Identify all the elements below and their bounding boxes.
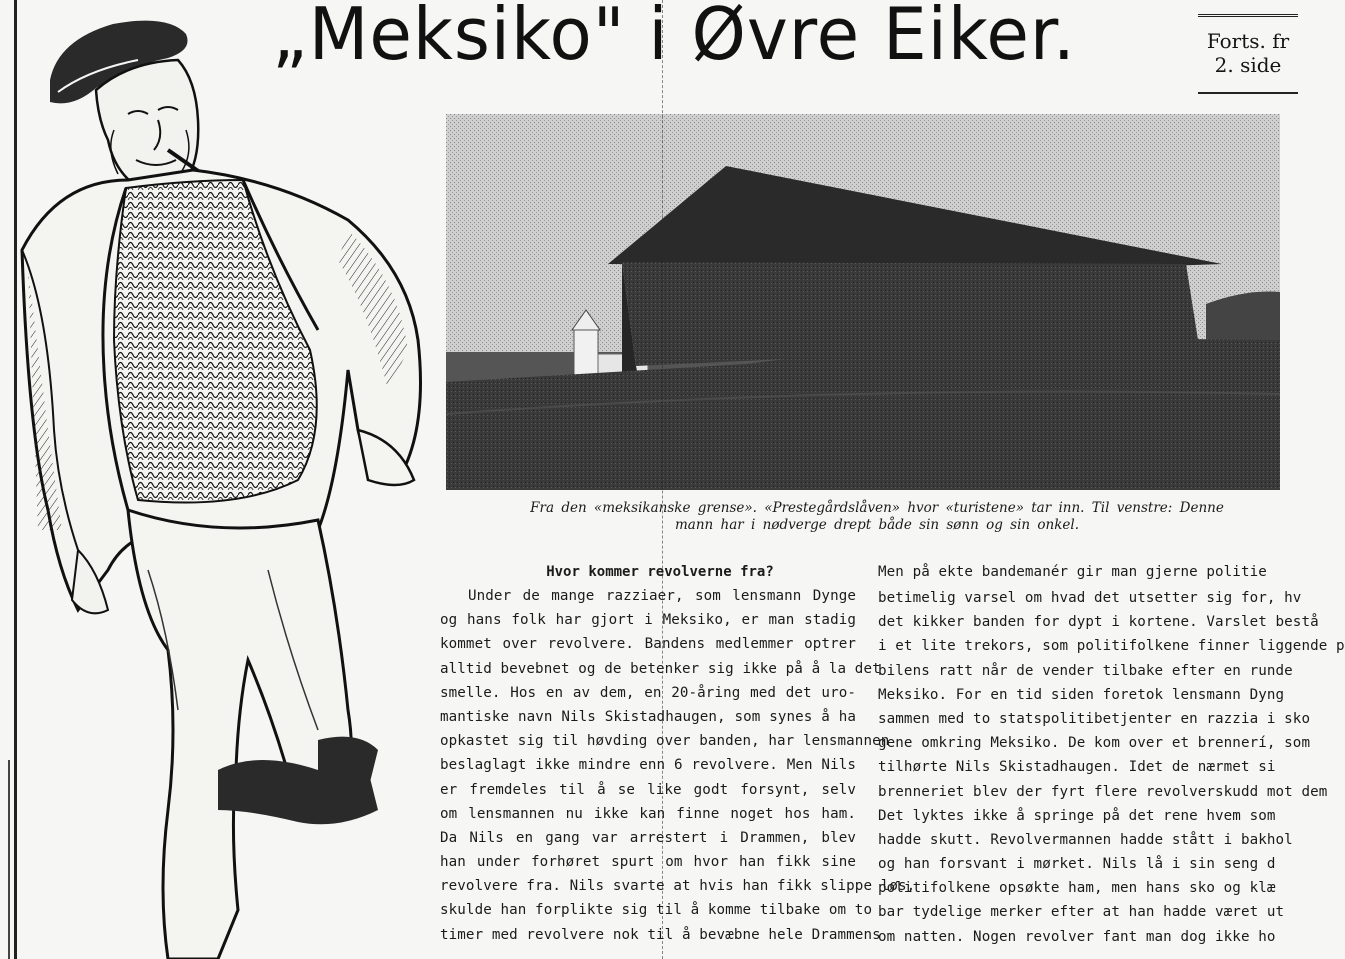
text-line: tilhørte Nils Skistadhaugen. Idet de nærmet si xyxy=(878,759,1276,776)
continuation-line-1: Forts. fr xyxy=(1206,29,1290,53)
continuation-line-2: 2. side xyxy=(1214,53,1282,77)
headline: „Meksiko" i Øvre Eiker. xyxy=(272,0,1076,76)
page-edge-rule-inner xyxy=(8,760,10,959)
text-line: sammen med to statspolitibetjenter en razzia i sko xyxy=(878,710,1311,727)
column-heading: Hvor kommer revolverne fra? xyxy=(546,564,774,580)
text-line: Det lyktes ikke å springe på det rene hvem som xyxy=(878,807,1276,824)
text-line: og han forsvant i mørket. Nils lå i sin seng d xyxy=(878,856,1276,873)
text-line: Men på ekte bandemanér gir man gjerne politie xyxy=(878,564,1267,580)
text-line: kommet over revolvere. Bandens medlemmer optrer xyxy=(440,636,856,653)
text-line: er fremdeles til å se like godt forsynt, selv xyxy=(440,781,856,798)
photo-caption xyxy=(482,500,1272,534)
text-line: Under de mange razziaer, som lensmann Dynge xyxy=(468,588,856,604)
text-line: og hans folk har gjort i Meksiko, er man stadig xyxy=(440,612,856,629)
barn-photo-image xyxy=(446,114,1280,490)
text-line: gene omkring Meksiko. De kom over et brennerí, som xyxy=(878,735,1311,752)
article-column-1 xyxy=(440,560,916,947)
text-line: politifolkene opsøkte ham, men hans sko og klæ xyxy=(878,880,1276,897)
text-line: smelle. Hos en av dem, en 20-åring med det uro- xyxy=(440,684,856,701)
paper-fold-line xyxy=(662,0,664,959)
text-line: bar tydelige merker efter at han hadde været ut xyxy=(878,904,1285,921)
barn-photograph xyxy=(446,114,1280,490)
page-edge-rule xyxy=(14,0,17,959)
text-line: hadde skutt. Revolvermannen hadde stått i bakhol xyxy=(878,831,1293,848)
text-line: betimelig varsel om hvad det utsetter sig for, hv xyxy=(878,590,1302,606)
text-line: i et lite trekors, som politifolkene finner liggende p xyxy=(878,638,1345,655)
text-line: opkastet sig til høvding over banden, har lensmannen xyxy=(440,733,890,750)
text-line: revolvere fra. Nils svarte at hvis han fikk slippe løs, xyxy=(440,878,916,895)
caption-line-2: mann har i nødverge drept både sin sønn og sin onkel. xyxy=(675,517,1079,533)
text-line: om natten. Nogen revolver fant man dog ikke ho xyxy=(878,928,1276,945)
text-line: bilens ratt når de vender tilbake efter en runde xyxy=(878,662,1293,679)
text-line: han under forhøret spurt om hvor han fikk sine xyxy=(440,854,856,871)
text-line: mantiske navn Nils Skistadhaugen, som synes å ha xyxy=(440,708,856,725)
article-column-2 xyxy=(878,560,1345,949)
text-line: Da Nils en gang var arrestert i Drammen, blev xyxy=(440,829,856,846)
man-illustration xyxy=(18,10,438,959)
text-line: brenneriet blev der fyrt flere revolverskudd mot dem xyxy=(878,783,1328,800)
caption-line-1: Fra den «meksikanske grense». «Prestegårdslåven» hvor «turistene» tar inn. Til venstre: Denne xyxy=(530,500,1224,516)
text-line: om lensmannen nu ikke kan finne noget hos ham. xyxy=(440,805,856,822)
text-line: skulde han forplikte sig til å komme tilbake om to xyxy=(440,902,873,919)
text-line: det kikker banden for dypt i kortene. Varslet bestå xyxy=(878,614,1319,631)
text-line: Meksiko. For en tid siden foretok lensmann Dyng xyxy=(878,686,1285,703)
continuation-box xyxy=(1198,14,1298,94)
text-line: alltid bevebnet og de betenker sig ikke på å la det xyxy=(440,660,881,677)
text-line: timer med revolvere nok til å bevæbne hele Drammens xyxy=(440,926,881,943)
text-line: beslaglagt ikke mindre enn 6 revolvere. Men Nils xyxy=(440,757,856,774)
